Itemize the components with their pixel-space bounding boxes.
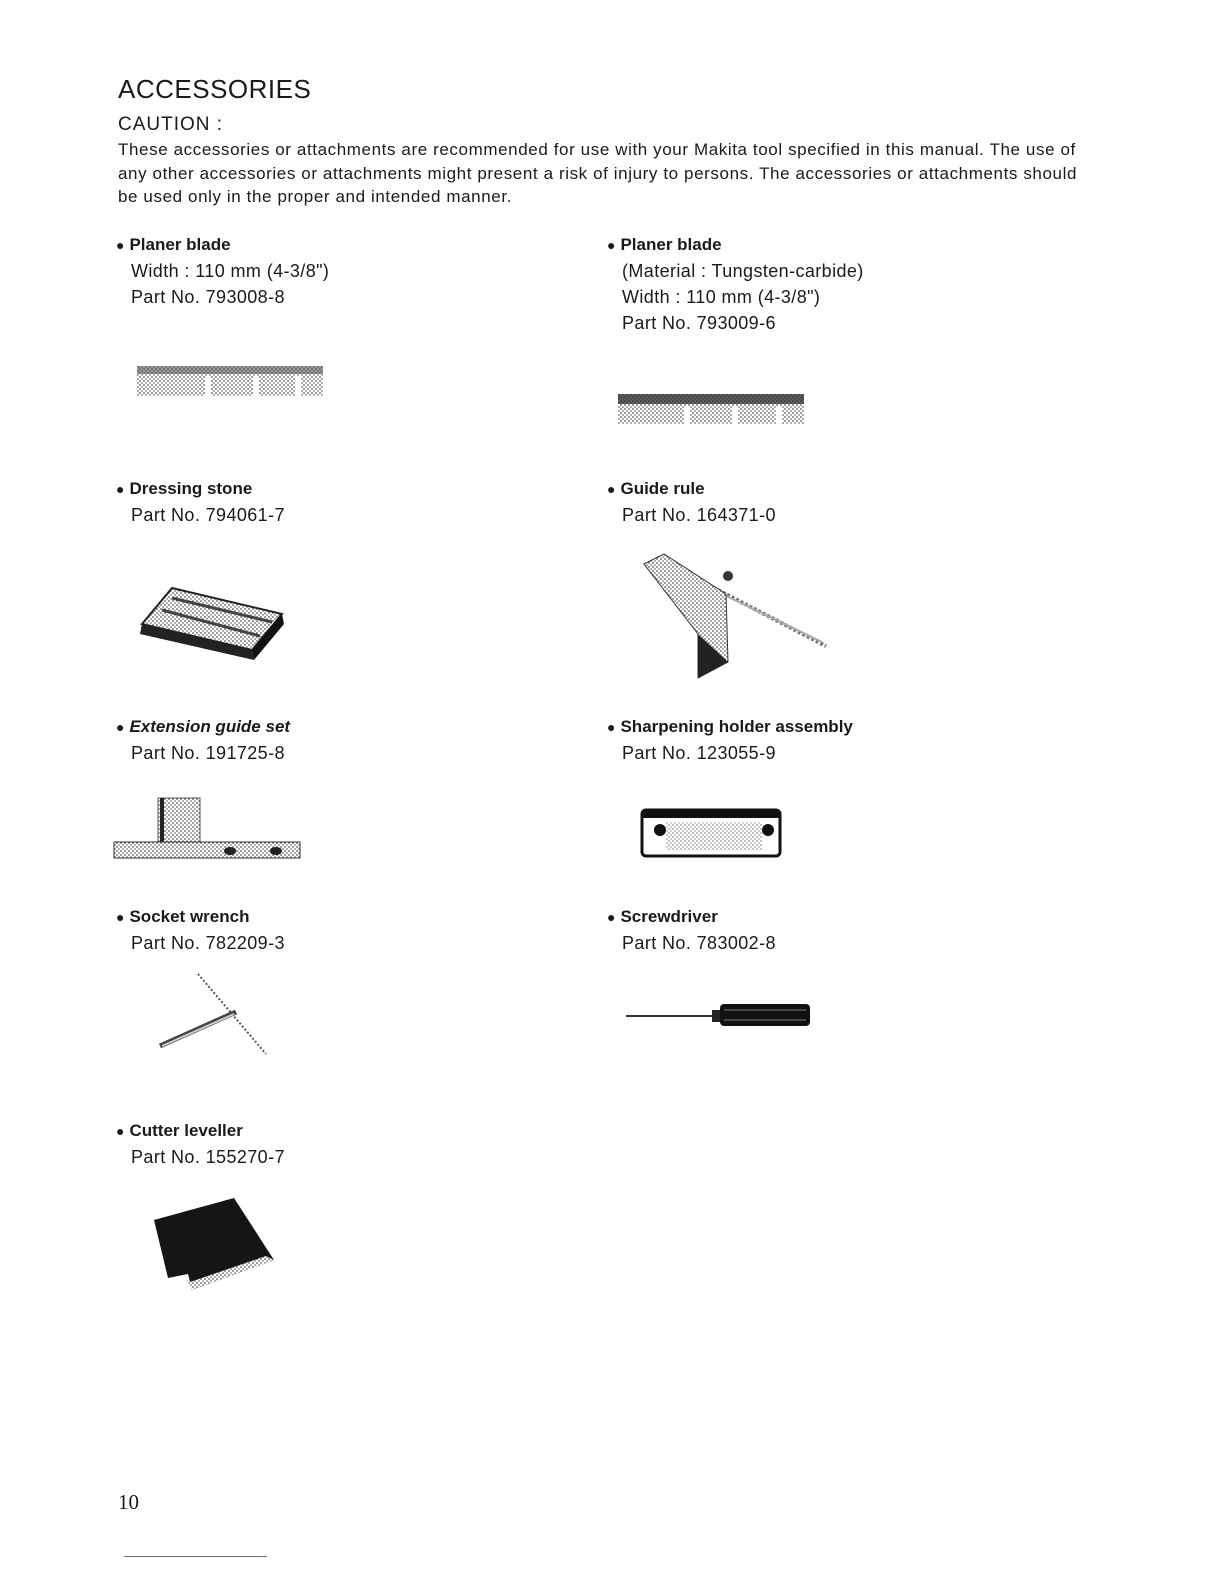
accessory-part-number: Part No. 783002-8 xyxy=(622,933,776,953)
accessory-name: Sharpening holder assembly xyxy=(620,717,853,736)
accessory-name: Cutter leveller xyxy=(129,1121,243,1140)
accessory-name: Planer blade xyxy=(620,235,722,254)
footer-rule xyxy=(124,1556,267,1557)
page-number: 10 xyxy=(118,1490,139,1514)
bullet-icon: ● xyxy=(607,481,616,497)
accessory-guide-rule xyxy=(607,476,776,528)
bullet-icon: ● xyxy=(116,237,125,253)
accessory-part-number: Part No. 123055-9 xyxy=(622,743,776,763)
accessory-material: (Material : Tungsten-carbide) xyxy=(622,261,864,281)
cutter-leveller-image xyxy=(148,1194,278,1298)
screwdriver-image xyxy=(624,1000,814,1030)
accessory-name: Screwdriver xyxy=(620,907,718,926)
accessory-name: Socket wrench xyxy=(129,907,250,926)
accessory-part-number: Part No. 164371-0 xyxy=(622,505,776,525)
bullet-icon: ● xyxy=(116,719,125,735)
sharpening-holder-image xyxy=(636,804,786,864)
extension-guide-set-image xyxy=(112,794,304,862)
accessory-cutter-leveller xyxy=(116,1118,285,1170)
accessory-detail: Width : 110 mm (4-3/8") xyxy=(622,287,821,307)
dressing-stone-image xyxy=(132,584,292,664)
accessory-screwdriver xyxy=(607,904,776,956)
accessory-name: Planer blade xyxy=(129,235,231,254)
bullet-icon: ● xyxy=(116,481,125,497)
accessory-planer-blade-carbide xyxy=(607,232,864,336)
bullet-icon: ● xyxy=(607,909,616,925)
accessory-name: Guide rule xyxy=(620,479,705,498)
accessory-part-number: Part No. 794061-7 xyxy=(131,505,285,525)
accessory-socket-wrench xyxy=(116,904,285,956)
accessory-part-number: Part No. 782209-3 xyxy=(131,933,285,953)
accessory-sharpening-holder xyxy=(607,714,853,766)
accessory-planer-blade xyxy=(116,232,329,310)
accessory-name: Extension guide set xyxy=(129,717,291,736)
planer-blade-carbide-image xyxy=(616,392,806,428)
accessory-extension-guide-set xyxy=(116,714,290,766)
accessory-part-number: Part No. 793008-8 xyxy=(131,287,285,307)
page-title: ACCESSORIES xyxy=(118,74,312,104)
caution-label: CAUTION : xyxy=(118,114,224,135)
accessory-part-number: Part No. 191725-8 xyxy=(131,743,285,763)
accessory-name: Dressing stone xyxy=(129,479,253,498)
accessory-detail: Width : 110 mm (4-3/8") xyxy=(131,261,330,281)
accessory-dressing-stone xyxy=(116,476,285,528)
bullet-icon: ● xyxy=(607,237,616,253)
bullet-icon: ● xyxy=(116,1123,125,1139)
planer-blade-image xyxy=(135,364,325,400)
caution-text: These accessories or attachments are recommended for use with your Makita tool specified in this manual. The use of any other accessories or attachments might present a risk of injury to persons. The accessories or attachments should be used only in the proper and intended manner. xyxy=(118,140,1078,206)
guide-rule-image xyxy=(636,550,836,686)
socket-wrench-image xyxy=(154,970,278,1062)
accessory-part-number: Part No. 155270-7 xyxy=(131,1147,285,1167)
bullet-icon: ● xyxy=(116,909,125,925)
bullet-icon: ● xyxy=(607,719,616,735)
accessory-part-number: Part No. 793009-6 xyxy=(622,313,776,333)
